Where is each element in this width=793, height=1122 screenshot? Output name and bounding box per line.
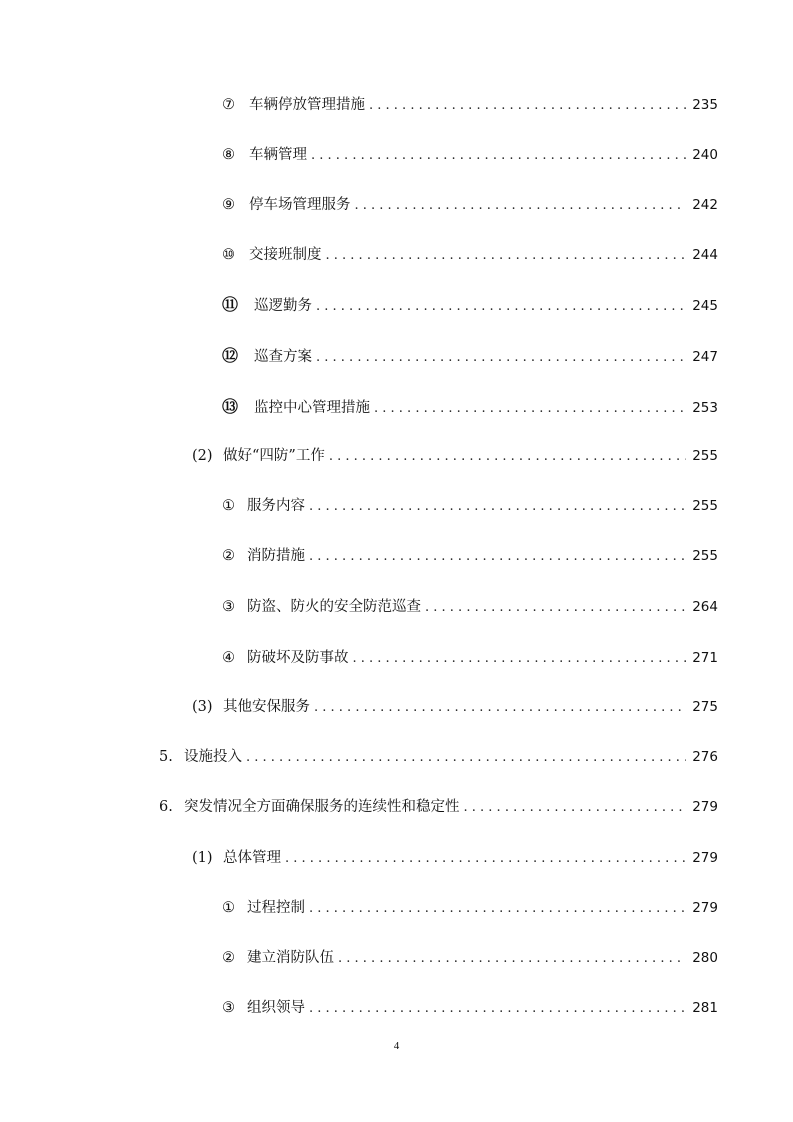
toc-leader-dots — [309, 546, 686, 568]
toc-entry-page: 279 — [692, 799, 718, 815]
toc-entry-label — [192, 847, 281, 869]
toc-entry-title: 巡逻勤务 — [254, 298, 312, 314]
toc-entry[interactable] — [222, 144, 718, 166]
toc-entry[interactable] — [192, 445, 718, 467]
toc-entry-title: 组织领导 — [247, 1000, 305, 1016]
toc-entry-label — [222, 194, 351, 216]
toc-entry[interactable] — [222, 94, 718, 116]
toc-entry-title: 车辆停放管理措施 — [249, 97, 365, 113]
page-number: 4 — [393, 1040, 400, 1052]
toc-entry[interactable] — [159, 746, 718, 768]
toc-entry[interactable] — [222, 647, 718, 669]
toc-leader-dots — [316, 347, 686, 369]
toc-leader-dots — [326, 245, 687, 267]
toc-entry-label — [222, 345, 312, 368]
toc-entry-page: 275 — [692, 699, 718, 715]
toc-entry-marker: ② — [222, 950, 235, 966]
toc-entry-page: 279 — [692, 900, 718, 916]
toc-entry-label — [222, 244, 322, 266]
toc-entry-label — [222, 897, 305, 919]
toc-entry[interactable] — [222, 194, 718, 216]
toc-entry[interactable] — [222, 947, 718, 969]
toc-entry-page: 247 — [692, 349, 718, 365]
toc-entry-marker: ① — [222, 498, 235, 514]
toc-entry[interactable] — [159, 796, 718, 818]
toc-entry-page: 235 — [692, 97, 718, 113]
toc-leader-dots — [338, 948, 686, 970]
toc-entry-title: 交接班制度 — [249, 247, 322, 263]
toc-leader-dots — [246, 747, 686, 769]
toc-leader-dots — [355, 195, 687, 217]
toc-entry-title: 突发情况全方面确保服务的连续性和稳定性 — [184, 799, 460, 815]
toc-entry-marker: ③ — [222, 1000, 235, 1016]
toc-entry-title: 防盗、防火的安全防范巡查 — [247, 599, 421, 615]
toc-entry-title: 巡查方案 — [254, 349, 312, 365]
toc-entry-marker: (2) — [192, 448, 213, 464]
toc-entry[interactable] — [222, 396, 718, 418]
toc-entry-label — [192, 445, 325, 467]
toc-entry-title: 做好“四防”工作 — [223, 448, 325, 464]
toc-entry-label — [222, 94, 365, 116]
toc-leader-dots — [329, 446, 686, 468]
toc-entry-label — [222, 495, 305, 517]
toc-leader-dots — [309, 998, 686, 1020]
toc-entry[interactable] — [222, 495, 718, 517]
toc-entry[interactable] — [222, 294, 718, 316]
toc-entry[interactable] — [222, 596, 718, 618]
toc-entry-title: 车辆管理 — [249, 147, 307, 163]
toc-entry[interactable] — [222, 997, 718, 1019]
toc-entry-marker: ⑧ — [222, 147, 235, 163]
toc-entry-label — [222, 596, 421, 618]
toc-entry-marker: ⑩ — [222, 247, 235, 263]
toc-entry-title: 防破坏及防事故 — [247, 650, 349, 666]
toc-entry-label — [222, 294, 312, 317]
toc-entry-marker: ④ — [222, 650, 235, 666]
toc-leader-dots — [285, 848, 686, 870]
toc-entry-marker: ③ — [222, 599, 235, 615]
toc-entry[interactable] — [192, 696, 718, 718]
toc-entry-title: 总体管理 — [223, 850, 281, 866]
toc-entry-page: 245 — [692, 298, 718, 314]
toc-leader-dots — [309, 496, 686, 518]
toc-leader-dots — [425, 597, 686, 619]
toc-entry-page: 264 — [692, 599, 718, 615]
toc-entry-label — [192, 696, 310, 718]
toc-leader-dots — [464, 797, 687, 819]
toc-entry-marker: 5. — [159, 749, 173, 765]
toc-entry-title: 建立消防队伍 — [247, 950, 334, 966]
toc-entry-title: 其他安保服务 — [223, 699, 310, 715]
toc-entry-page: 281 — [692, 1000, 718, 1016]
toc-entry-page: 280 — [692, 950, 718, 966]
toc-entry-marker: ② — [222, 548, 235, 564]
toc-entry-page: 240 — [692, 147, 718, 163]
toc-entry-label — [159, 796, 460, 818]
toc-entry-title: 停车场管理服务 — [249, 197, 351, 213]
toc-entry[interactable] — [222, 244, 718, 266]
toc-entry-page: 255 — [692, 548, 718, 564]
toc-entry-label — [222, 144, 307, 166]
toc-entry-page: 253 — [692, 400, 718, 416]
toc-entry-page: 244 — [692, 247, 718, 263]
toc-entry-page: 271 — [692, 650, 718, 666]
toc-leader-dots — [311, 145, 686, 167]
toc-entry-title: 服务内容 — [247, 498, 305, 514]
toc-entry-marker: 6. — [159, 799, 173, 815]
toc-entry-marker: ⑪ — [222, 295, 239, 314]
toc-entry-page: 242 — [692, 197, 718, 213]
toc-entry[interactable] — [222, 897, 718, 919]
toc-entry-label — [222, 396, 370, 419]
toc-entry-marker: ⑫ — [222, 346, 239, 365]
toc-entry-marker: ① — [222, 900, 235, 916]
toc-entry-page: 276 — [692, 749, 718, 765]
toc-entry-title: 设施投入 — [184, 749, 242, 765]
toc-entry[interactable] — [222, 345, 718, 367]
toc-entry-title: 监控中心管理措施 — [254, 400, 370, 416]
toc-entry-label — [222, 647, 349, 669]
toc-entry-marker: ⑨ — [222, 197, 235, 213]
toc-leader-dots — [369, 95, 686, 117]
toc-leader-dots — [314, 697, 686, 719]
toc-entry-marker: (3) — [192, 699, 213, 715]
toc-leader-dots — [316, 296, 686, 318]
toc-entry-label — [159, 746, 242, 768]
toc-entry-marker: (1) — [192, 850, 213, 866]
toc-entry-label — [222, 545, 305, 567]
toc-entry[interactable] — [222, 545, 718, 567]
toc-entry-page: 279 — [692, 850, 718, 866]
toc-entry-title: 消防措施 — [247, 548, 305, 564]
toc-entry-page: 255 — [692, 498, 718, 514]
toc-leader-dots — [309, 898, 686, 920]
toc-entry[interactable] — [192, 847, 718, 869]
toc-entry-title: 过程控制 — [247, 900, 305, 916]
toc-entry-page: 255 — [692, 448, 718, 464]
toc-leader-dots — [353, 648, 687, 670]
toc-leader-dots — [374, 398, 686, 420]
toc-entry-label — [222, 947, 334, 969]
toc-entry-marker: ⑬ — [222, 397, 239, 416]
toc-entry-label — [222, 997, 305, 1019]
toc-entry-marker: ⑦ — [222, 97, 235, 113]
